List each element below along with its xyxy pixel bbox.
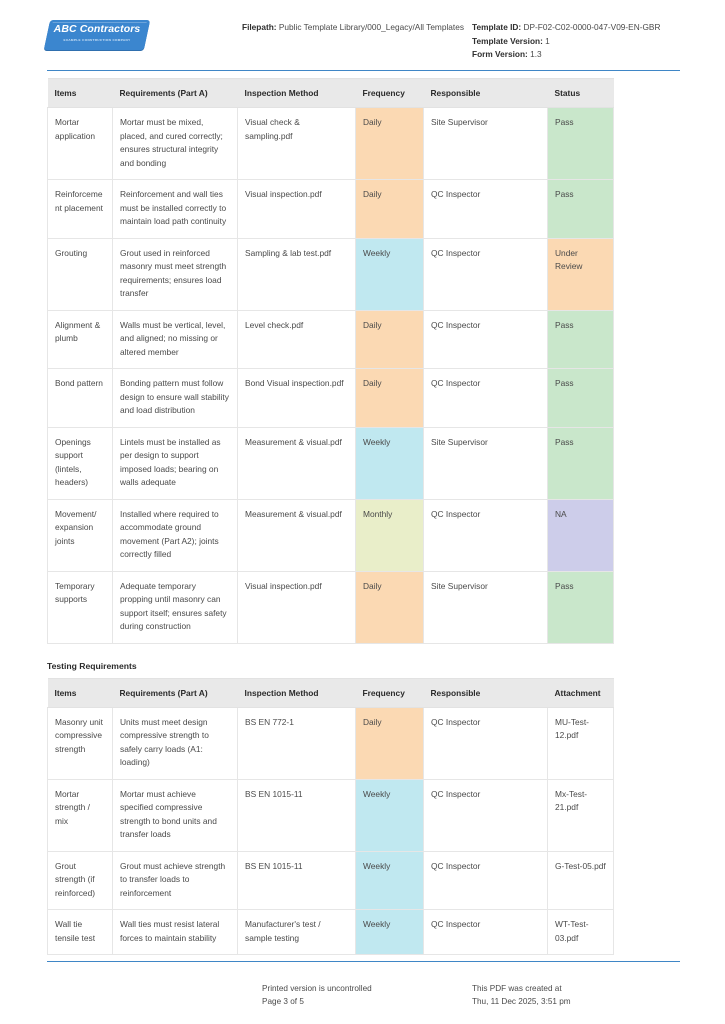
cell-responsible: QC Inspector	[424, 707, 548, 779]
checklist-table-head	[48, 79, 614, 108]
cell-responsible: QC Inspector	[424, 779, 548, 851]
page-footer	[0, 982, 725, 1008]
cell-responsible: QC Inspector	[424, 369, 548, 428]
testing-col-header: Requirements (Part A)	[113, 678, 238, 707]
cell-frequency: Daily	[356, 180, 424, 239]
cell-item: Wall tie tensile test	[48, 910, 113, 955]
cell-responsible: QC Inspector	[424, 310, 548, 369]
cell-responsible: Site Supervisor	[424, 427, 548, 499]
cell-inspection-method: Visual check & sampling.pdf	[238, 108, 356, 180]
form-version-value: 1.3	[530, 49, 542, 59]
cell-inspection-method: Sampling & lab test.pdf	[238, 238, 356, 310]
cell-requirement: Wall ties must resist lateral forces to maintain stability	[113, 910, 238, 955]
template-meta-block	[468, 14, 680, 62]
cell-responsible: QC Inspector	[424, 180, 548, 239]
cell-responsible: QC Inspector	[424, 851, 548, 910]
cell-item: Temporary supports	[48, 571, 113, 643]
cell-inspection-method: BS EN 772-1	[238, 707, 356, 779]
cell-status: Pass	[548, 180, 614, 239]
cell-frequency: Daily	[356, 310, 424, 369]
cell-inspection-method: Visual inspection.pdf	[238, 571, 356, 643]
cell-attachment: Mx-Test-21.pdf	[548, 779, 614, 851]
cell-status: Pass	[548, 369, 614, 428]
testing-col-header: Attachment	[548, 678, 614, 707]
footer-print-notice	[262, 982, 472, 1008]
cell-status: Pass	[548, 571, 614, 643]
cell-requirement: Walls must be vertical, level, and aligned; no missing or altered member	[113, 310, 238, 369]
cell-requirement: Reinforcement and wall ties must be installed correctly to maintain load path continuity	[113, 180, 238, 239]
cell-item: Reinforcement placement	[48, 180, 113, 239]
footer-creation-info	[472, 982, 725, 1008]
cell-requirement: Lintels must be installed as per design to support imposed loads; bearing on walls adequate	[113, 427, 238, 499]
cell-frequency: Weekly	[356, 238, 424, 310]
cell-item: Movement/ expansion joints	[48, 499, 113, 571]
cell-status: Pass	[548, 310, 614, 369]
cell-requirement: Adequate temporary propping until masonry can support itself; ensures safety during construction	[113, 571, 238, 643]
cell-attachment: WT-Test-03.pdf	[548, 910, 614, 955]
testing-col-header: Items	[48, 678, 113, 707]
cell-responsible: Site Supervisor	[424, 571, 548, 643]
table-row	[48, 310, 614, 369]
testing-col-header: Responsible	[424, 678, 548, 707]
cell-inspection-method: Level check.pdf	[238, 310, 356, 369]
cell-frequency: Monthly	[356, 499, 424, 571]
table-row	[48, 499, 614, 571]
cell-frequency: Daily	[356, 707, 424, 779]
logo-tagline: EXAMPLE CONSTRUCTION COMPANY	[63, 38, 131, 42]
footer-divider	[47, 961, 680, 962]
cell-status: NA	[548, 499, 614, 571]
testing-header-row	[48, 678, 614, 707]
page-number: Page 3 of 5	[262, 997, 304, 1006]
cell-inspection-method: BS EN 1015-11	[238, 779, 356, 851]
cell-inspection-method: Manufacturer's test / sample testing	[238, 910, 356, 955]
table-row	[48, 779, 614, 851]
table-row	[48, 427, 614, 499]
checklist-col-header: Requirements (Part A)	[113, 79, 238, 108]
cell-item: Mortar strength / mix	[48, 779, 113, 851]
table-row	[48, 910, 614, 955]
footer-left-spacer	[0, 982, 262, 1008]
table-row	[48, 238, 614, 310]
header-divider	[47, 70, 680, 71]
template-id-value: DP-F02-C02-0000-047-V09-EN-GBR	[523, 22, 661, 32]
table-row	[48, 180, 614, 239]
logo-container	[47, 14, 242, 50]
cell-status: Under Review	[548, 238, 614, 310]
cell-inspection-method: Measurement & visual.pdf	[238, 427, 356, 499]
table-row	[48, 108, 614, 180]
cell-frequency: Daily	[356, 369, 424, 428]
form-version-row	[472, 48, 680, 62]
testing-table-body	[48, 707, 614, 955]
checklist-col-header: Responsible	[424, 79, 548, 108]
pdf-created-label: This PDF was created at	[472, 984, 562, 993]
cell-responsible: QC Inspector	[424, 910, 548, 955]
checklist-col-header: Inspection Method	[238, 79, 356, 108]
template-version-label: Template Version:	[472, 35, 543, 46]
cell-frequency: Weekly	[356, 851, 424, 910]
cell-frequency: Weekly	[356, 427, 424, 499]
checklist-col-header: Items	[48, 79, 113, 108]
logo-company-name: ABC Contractors	[53, 23, 141, 35]
testing-col-header: Inspection Method	[238, 678, 356, 707]
testing-requirements-table	[47, 678, 614, 956]
cell-frequency: Daily	[356, 108, 424, 180]
cell-frequency: Weekly	[356, 910, 424, 955]
cell-requirement: Mortar must be mixed, placed, and cured correctly; ensures structural integrity and bonding	[113, 108, 238, 180]
cell-inspection-method: BS EN 1015-11	[238, 851, 356, 910]
table-row	[48, 851, 614, 910]
cell-inspection-method: Visual inspection.pdf	[238, 180, 356, 239]
template-version-value: 1	[545, 35, 550, 46]
cell-attachment: G-Test-05.pdf	[548, 851, 614, 910]
pdf-created-timestamp: Thu, 11 Dec 2025, 3:51 pm	[472, 997, 571, 1006]
cell-status: Pass	[548, 108, 614, 180]
cell-item: Grouting	[48, 238, 113, 310]
testing-requirements-title: Testing Requirements	[47, 660, 137, 671]
checklist-col-header: Frequency	[356, 79, 424, 108]
form-version-label: Form Version:	[472, 49, 528, 59]
page-content	[0, 62, 725, 955]
template-id-label: Template ID:	[472, 22, 522, 32]
cell-item: Mortar application	[48, 108, 113, 180]
table-row	[48, 707, 614, 779]
cell-frequency: Daily	[356, 571, 424, 643]
cell-inspection-method: Bond Visual inspection.pdf	[238, 369, 356, 428]
cell-requirement: Grout must achieve strength to transfer loads to reinforcement	[113, 851, 238, 910]
cell-requirement: Mortar must achieve specified compressive strength to bond units and transfer loads	[113, 779, 238, 851]
cell-requirement: Installed where required to accommodate ground movement (Part A2); joints correctly filled	[113, 499, 238, 571]
page-header	[0, 0, 725, 62]
table-row	[48, 369, 614, 428]
cell-requirement: Grout used in reinforced masonry must meet strength requirements; ensures load transfer	[113, 238, 238, 310]
cell-requirement: Bonding pattern must follow design to ensure wall stability and load distribution	[113, 369, 238, 428]
checklist-header-row	[48, 79, 614, 108]
cell-item: Alignment & plumb	[48, 310, 113, 369]
cell-inspection-method: Measurement & visual.pdf	[238, 499, 356, 571]
checklist-table-body	[48, 108, 614, 644]
template-id-row	[472, 21, 680, 35]
filepath-label: Filepath:	[242, 22, 277, 32]
cell-attachment: MU-Test-12.pdf	[548, 707, 614, 779]
cell-responsible: QC Inspector	[424, 499, 548, 571]
cell-item: Grout strength (if reinforced)	[48, 851, 113, 910]
cell-frequency: Weekly	[356, 779, 424, 851]
cell-item: Bond pattern	[48, 369, 113, 428]
cell-requirement: Units must meet design compressive strength to safely carry loads (A1: loading)	[113, 707, 238, 779]
template-version-row	[472, 35, 680, 49]
company-logo	[47, 20, 147, 50]
cell-responsible: Site Supervisor	[424, 108, 548, 180]
cell-item: Openings support (lintels, headers)	[48, 427, 113, 499]
checklist-col-header: Status	[548, 79, 614, 108]
testing-col-header: Frequency	[356, 678, 424, 707]
filepath-block	[242, 14, 468, 35]
testing-table-head	[48, 678, 614, 707]
filepath-value: Public Template Library/000_Legacy/All Templates	[278, 22, 464, 32]
inspection-checklist-table	[47, 78, 614, 644]
uncontrolled-note: Printed version is uncontrolled	[262, 984, 372, 993]
cell-item: Masonry unit compressive strength	[48, 707, 113, 779]
table-row	[48, 571, 614, 643]
cell-status: Pass	[548, 427, 614, 499]
cell-responsible: QC Inspector	[424, 238, 548, 310]
